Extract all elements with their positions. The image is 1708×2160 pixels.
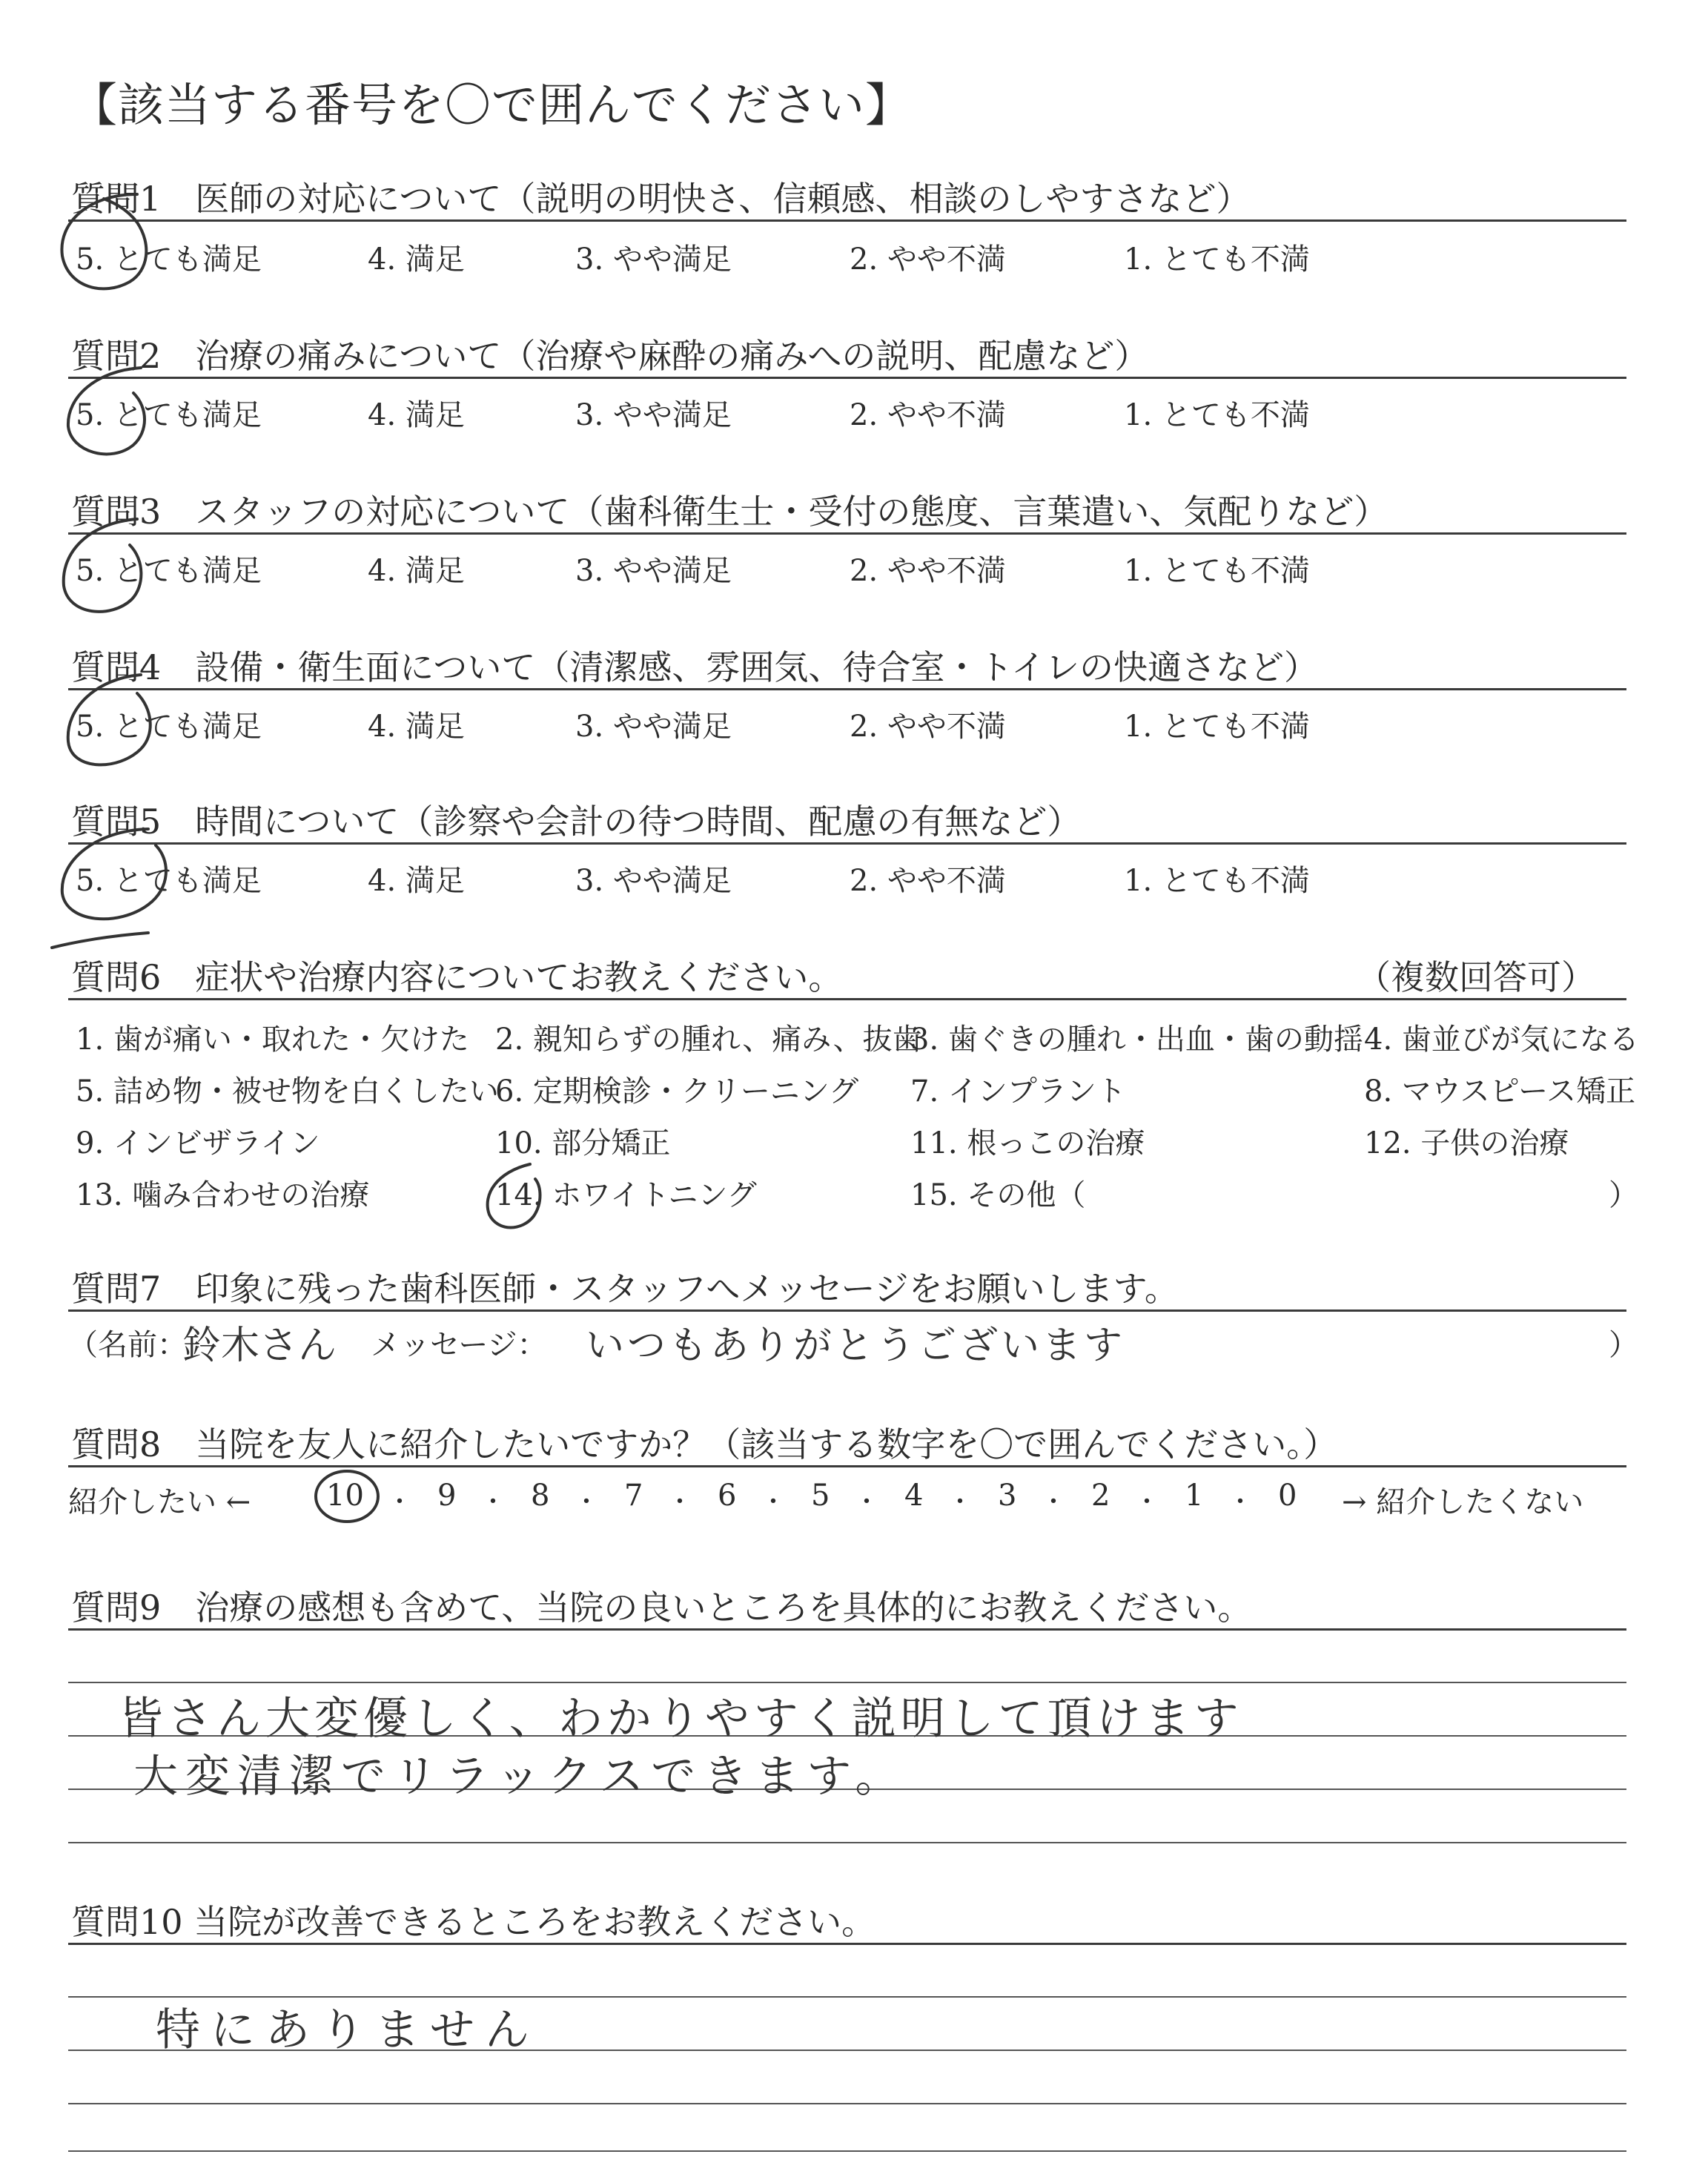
q6-item-3[interactable]: 3. 歯ぐきの腫れ・出血・歯の動揺 [910,1023,1363,1057]
q8-sep: ・ [947,1487,973,1517]
q6-item-4[interactable]: 4. 歯並びが気になる [1364,1023,1639,1057]
q9-answer-line-2[interactable]: 大変清潔でリラックスできます。 [133,1751,907,1803]
option-2[interactable]: 2. やや不満 [850,398,1006,432]
q8-number-0[interactable]: 0 [1278,1479,1297,1513]
q8-sep: ・ [387,1487,412,1517]
question-8-title: 質問8 当院を友人に紹介したいですか？（該当する数字を〇で囲んでください。） [71,1424,1338,1464]
q6-item-2[interactable]: 2. 親知らずの腫れ、痛み、抜歯 [495,1023,922,1057]
q6-item-8[interactable]: 8. マウスピース矯正 [1364,1074,1636,1109]
q9-writing-line [68,1842,1626,1843]
q6-item-5[interactable]: 5. 詰め物・被せ物を白くしたい [76,1074,499,1109]
question-4-rule [68,688,1626,690]
option-3[interactable]: 3. やや満足 [575,242,732,277]
option-1[interactable]: 1. とても不満 [1124,710,1310,744]
q8-number-6[interactable]: 6 [718,1479,737,1513]
q8-sep: ・ [854,1487,879,1517]
q8-number-9[interactable]: 9 [437,1479,457,1513]
option-3[interactable]: 3. やや満足 [575,554,732,588]
q10-writing-line [68,2150,1626,2152]
option-5[interactable]: 5. とても満足 [76,242,262,277]
q8-number-10[interactable]: 10 [326,1479,364,1513]
q8-right-label: → 紹介したくない [1342,1485,1584,1519]
question-10-rule [68,1943,1626,1945]
q8-number-5[interactable]: 5 [811,1479,830,1513]
survey-header: 【該当する番号を〇で囲んでください】 [71,78,913,132]
q8-sep: ・ [1228,1487,1253,1517]
option-2[interactable]: 2. やや不満 [850,710,1006,744]
question-5-rule [68,842,1626,845]
q7-message-label: メッセージ： [371,1328,547,1362]
q6-item-14[interactable]: 14. ホワイトニング [495,1178,757,1212]
option-5[interactable]: 5. とても満足 [76,554,262,588]
option-4[interactable]: 4. 満足 [368,864,465,898]
question-4-title: 質問4 設備・衛生面について（清潔感、雰囲気、待合室・トイレの快適さなど） [71,647,1319,687]
option-5[interactable]: 5. とても満足 [76,864,262,898]
q6-item-1[interactable]: 1. 歯が痛い・取れた・欠けた [76,1023,469,1057]
option-1[interactable]: 1. とても不満 [1124,398,1310,432]
q6-item-12[interactable]: 12. 子供の治療 [1364,1126,1569,1160]
q6-item-15-close: ） [1609,1178,1638,1212]
q8-sep: ・ [480,1487,506,1517]
q8-number-3[interactable]: 3 [998,1479,1017,1513]
question-8-rule [68,1465,1626,1467]
q6-item-7[interactable]: 7. インプラント [910,1074,1126,1109]
q8-sep: ・ [761,1487,786,1517]
question-6-rule [68,998,1626,1000]
option-1[interactable]: 1. とても不満 [1124,864,1310,898]
option-2[interactable]: 2. やや不満 [850,554,1006,588]
q8-left-label: 紹介したい ← [68,1485,251,1519]
option-3[interactable]: 3. やや満足 [575,398,732,432]
question-3-rule [68,532,1626,535]
option-2[interactable]: 2. やや不満 [850,242,1006,277]
q8-sep: ・ [667,1487,692,1517]
question-6-note: （複数回答可） [1357,957,1595,997]
question-7-title: 質問7 印象に残った歯科医師・スタッフへメッセージをお願いします。 [71,1269,1179,1309]
question-3-title: 質問3 スタッフの対応について（歯科衛生士・受付の態度、言葉遣い、気配りなど） [71,492,1388,532]
q8-number-1[interactable]: 1 [1185,1479,1204,1513]
q8-number-4[interactable]: 4 [904,1479,924,1513]
question-9-rule [68,1628,1626,1631]
question-9-title: 質問9 治療の感想も含めて、当院の良いところを具体的にお教えください。 [71,1588,1252,1628]
option-3[interactable]: 3. やや満足 [575,864,732,898]
option-4[interactable]: 4. 満足 [368,242,465,277]
q6-item-11[interactable]: 11. 根っこの治療 [910,1126,1145,1160]
option-1[interactable]: 1. とても不満 [1124,242,1310,277]
option-1[interactable]: 1. とても不満 [1124,554,1310,588]
q7-close-paren: ） [1609,1328,1638,1362]
option-4[interactable]: 4. 満足 [368,398,465,432]
option-4[interactable]: 4. 満足 [368,710,465,744]
q8-number-7[interactable]: 7 [624,1479,643,1513]
option-2[interactable]: 2. やや不満 [850,864,1006,898]
question-10-title: 質問10 当院が改善できるところをお教えください。 [71,1902,876,1942]
question-2-title: 質問2 治療の痛みについて（治療や麻酔の痛みへの説明、配慮など） [71,336,1149,376]
q7-message-value[interactable]: いつもありがとうございます [586,1324,1126,1368]
q7-name-value[interactable]: 鈴木さん [182,1324,337,1368]
q8-sep: ・ [574,1487,599,1517]
q8-sep: ・ [1134,1487,1159,1517]
q8-sep: ・ [1041,1487,1066,1517]
option-3[interactable]: 3. やや満足 [575,710,732,744]
q7-name-label: （名前： [68,1328,187,1362]
q9-answer-line-1[interactable]: 皆さん大変優しく、わかりやすく説明して頂けます [119,1693,1243,1745]
question-2-rule [68,377,1626,379]
q6-item-6[interactable]: 6. 定期検診・クリーニング [495,1074,859,1109]
q5-tail-mark [52,933,148,948]
q6-item-15[interactable]: 15. その他（ [910,1178,1086,1212]
q10-writing-line [68,2103,1626,2104]
option-5[interactable]: 5. とても満足 [76,398,262,432]
q6-item-13[interactable]: 13. 噛み合わせの治療 [76,1178,370,1212]
q10-answer[interactable]: 特にありません [156,2004,540,2056]
q6-item-9[interactable]: 9. インビザライン [76,1126,320,1160]
question-6-title: 質問6 症状や治療内容についてお教えください。 [71,957,843,997]
question-1-title: 質問1 医師の対応について（説明の明快さ、信頼感、相談のしやすさなど） [71,179,1251,219]
q8-number-8[interactable]: 8 [531,1479,550,1513]
question-1-rule [68,219,1626,222]
question-7-rule [68,1309,1626,1312]
q8-number-2[interactable]: 2 [1091,1479,1110,1513]
q6-item-10[interactable]: 10. 部分矯正 [495,1126,671,1160]
option-5[interactable]: 5. とても満足 [76,710,262,744]
option-4[interactable]: 4. 満足 [368,554,465,588]
question-5-title: 質問5 時間について（診察や会計の待つ時間、配慮の有無など） [71,802,1082,842]
